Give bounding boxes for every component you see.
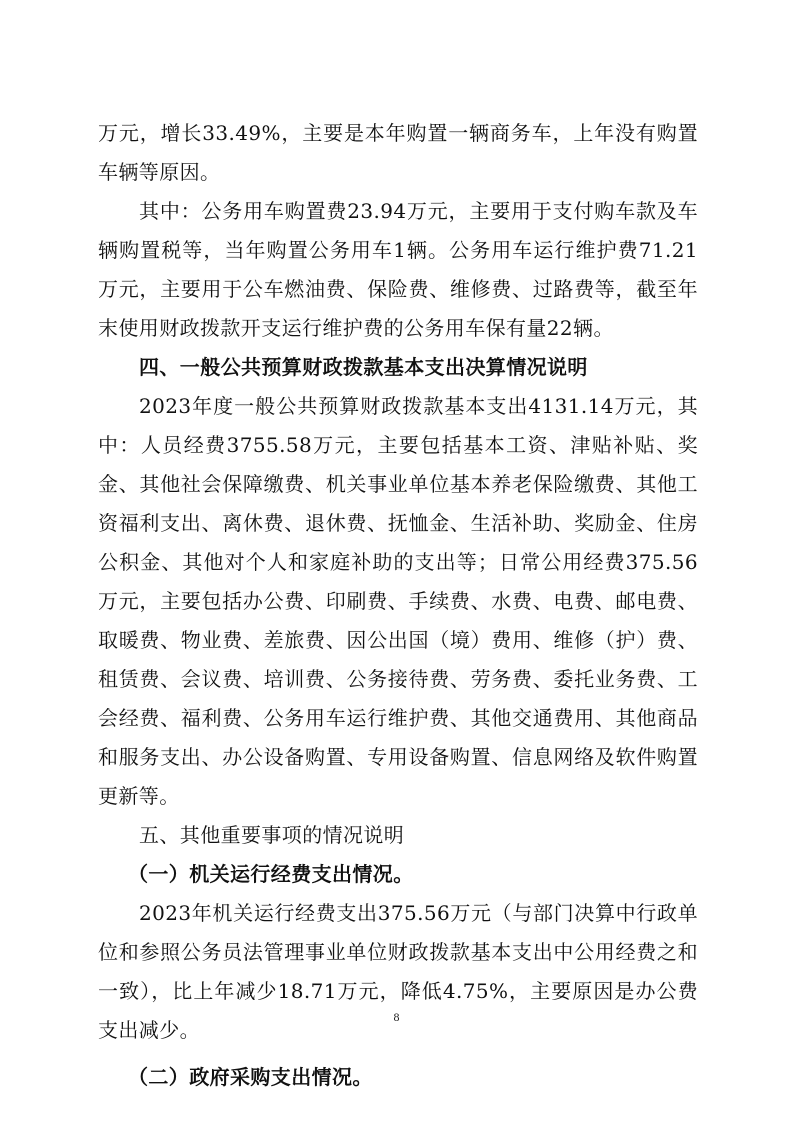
section-heading-other-matters: 五、其他重要事项的情况说明	[139, 823, 405, 847]
paragraph-operating-expenses: 2023年机关运行经费支出375.56万元（与部门决算中行政单位和参照公务员法管理事业单位财政拨款基本支出中公用经费之和一致），比上年减少18.71万元，降低4.75%，主要原因是办公费支出减少。	[98, 901, 698, 1042]
document-page	[98, 114, 698, 1097]
paragraph-vehicle-details: 其中：公务用车购置费23.94万元，主要用于支付购车款及车辆购置税等，当年购置公务用车1辆。公务用车运行维护费71.21万元，主要用于公车燃油费、保险费、维修费、过路费等，截至年末使用财政拨款开支运行维护费的公务用车保有量22辆。	[98, 199, 698, 340]
paragraph-basic-expenditure: 2023年度一般公共预算财政拨款基本支出4131.14万元，其中：人员经费3755.58万元，主要包括基本工资、津贴补贴、奖金、其他社会保障缴费、机关事业单位基本养老保险缴费、其他工资福利支出、离休费、退休费、抚恤金、生活补助、奖励金、住房公积金、其他对个人和家庭补助的支出等；日常公用经费375.56万元，主要包括办公费、印刷费、手续费、水费、电费、邮电费、取暖费、物业费、差旅费、因公出国（境）费用、维修（护）费、租赁费、会议费、培训费、公务接待费、劳务费、委托业务费、工会经费、福利费、公务用车运行维护费、其他交通费用、其他商品和服务支出、办公设备购置、专用设备购置、信息网络及软件购置更新等。	[98, 394, 698, 808]
spacer	[98, 1050, 698, 1058]
section-heading-basic-expenditure: 四、一般公共预算财政拨款基本支出决算情况说明	[139, 355, 588, 379]
page-number: 8	[393, 1010, 400, 1024]
subheading-operating-expenses: （一）机关运行经费支出情况。	[128, 862, 414, 886]
subheading-procurement: （二）政府采购支出情况。	[128, 1065, 373, 1089]
paragraph-vehicle-growth: 万元，增长33.49%，主要是本年购置一辆商务车，上年没有购置车辆等原因。	[98, 121, 698, 184]
